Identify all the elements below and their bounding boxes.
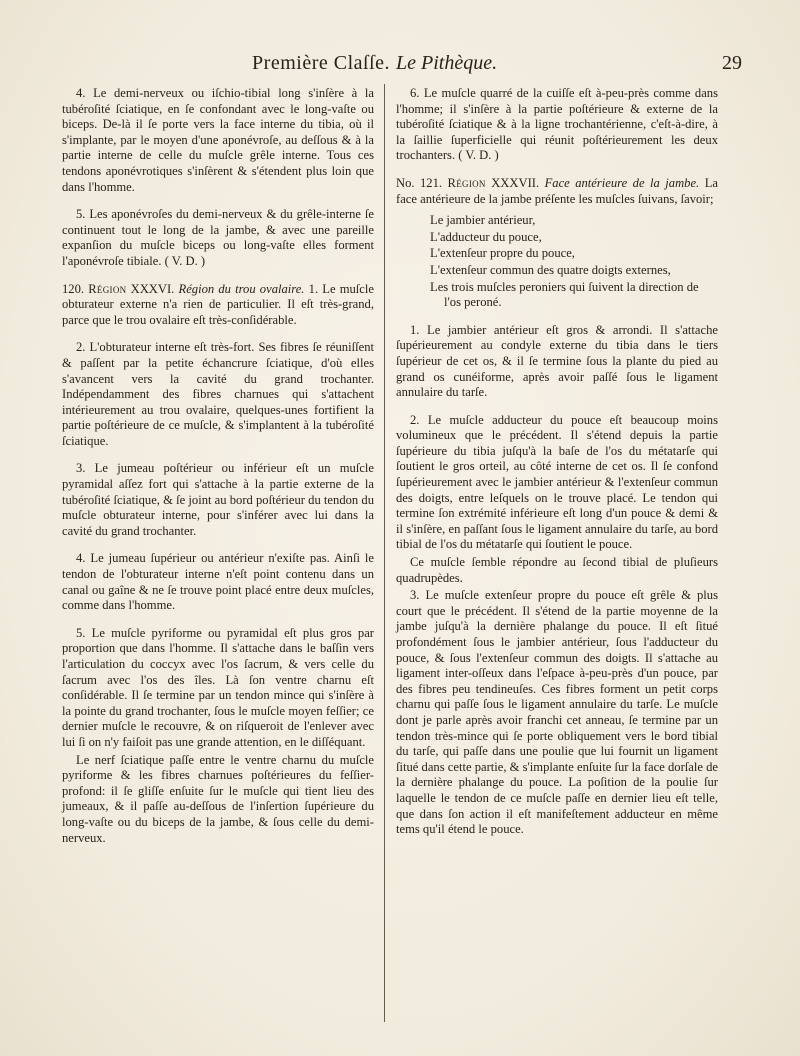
region-36-numeral: XXXVI. xyxy=(130,281,175,296)
paragraph-second-tibial: Ce muſcle ſemble répondre au ſecond tibial de pluſieurs quadrupèdes. xyxy=(396,555,718,585)
region-37-title: Face antérieure de la jambe. xyxy=(544,175,700,190)
region-37-heading xyxy=(396,176,718,207)
list-item: L'extenſeur commun des quatre doigts externes, xyxy=(430,262,671,277)
paragraph-jambier-anterieur: 1. Le jambier antérieur eſt gros & arrondi. Il s'attache ſupérieurement au condyle externe du tibia dans le tiers ſupérieur de cet os, & il ſe termine ſous la plante du pied au grand os cunéiforme, après avoir paſſé ſous le ligament annulaire du tarſe. xyxy=(396,322,718,400)
paragraph-nerf-sciatique: Le nerf ſciatique paſſe entre le ventre charnu du muſcle pyriforme & les fibres charnues poſtérieures du feſſier-profond: il ſe gliſſe enſuite ſur le muſcle qui tient lieu des jumeaux, & il paſſe au-deſſous de l'inſertion ſupérieure du long-vaſte ou du biceps de la jambe, & ſous celle du demi-nerveux. xyxy=(62,752,374,845)
region-37-label: Région xyxy=(447,175,486,190)
paragraph-jumeau-superieur: 4. Le jumeau ſupérieur ou antérieur n'exiſte pas. Ainſi le tendon de l'obturateur interne n'eſt point contenu dans un canal ou gaîne & ne ſe trouve point placé entre deux muſcles, comme dans l'homme. xyxy=(62,551,374,613)
paragraph-obturateur-interne: 2. L'obturateur interne eſt très-fort. Ses fibres ſe réuniſſent & paſſent par la petite échancrure ſciatique, d'où elles s'avancent vers la cavité du grand trochanter. Indépendamment des fibres charnues qui s'attachent intérieurement au trou ovalaire, quelques-unes fortifient la partie poſtérieure de ce muſcle, & s'implantent à la tubéroſité ſciatique. xyxy=(62,340,374,448)
paragraph-aponevroses: 5. Les aponévroſes du demi-nerveux & du grêle-interne ſe continuent tout le long de la jambe, & avec une pareille expanſion du muſcle biceps ou long-vaſte elles forment l'aponévroſe tibiale. ( V. D. ) xyxy=(62,207,374,268)
list-item: Le jambier antérieur, xyxy=(430,213,536,228)
paragraph-demi-nerveux: 4. Le demi-nerveux ou iſchio-tibial long s'inſère à la tubéroſité ſciatique, en ſe confondant avec le long-vaſte ou biceps. De-là il ſe porte vers la face interne du tibia, où il s'implante, par le moyen d'une aponévroſe, au deſſous & à la partie interne de celle du muſcle grêle interne. Tous ces tendons aponévrotiques s'inſèrent & s'étendent plus loin que dans l'homme. xyxy=(62,86,374,194)
paragraph-adducteur-pouce: 2. Le muſcle adducteur du pouce eſt beaucoup moins volumineux que le précédent. Il s'étend depuis la partie ſupérieure du tibia juſqu'à la baſe de l'os du métatarſe qui ſoutient le gros orteil, au côté interne de cet os. Il ſe confond ſupérieurement avec le jambier antérieur & l'extenſeur commun des doigts, entre leſquels on le trouve placé. Le tendon qui termine ſon extrémité inférieure eſt long d'un pouce & demi & il s'inſère, en paſſant ſous le ligament annulaire du tarſe, au bord tibial de l'os du métatarſe qui ſoutient le pouce. xyxy=(396,412,718,552)
page-number: 29 xyxy=(722,52,742,74)
list-item: Les trois muſcles peroniers qui ſuivent la direction de l'os peroné. xyxy=(430,279,699,310)
region-37-text: La face antérieure de la jambe préſente les muſcles ſuivans, ſavoir; xyxy=(396,175,718,206)
paragraph-quarre-cuisse: 6. Le muſcle quarré de la cuiſſe eſt à-peu-près comme dans l'homme; il s'inſère à la partie poſtérieure & externe de la tubéroſité ſciatique & à la ligne trochantérienne, c'eſt-à-dire, à la ſaillie ſuperficielle qui réunit poſtérieurement les deux trochanters. ( V. D. ) xyxy=(396,86,718,163)
column-divider xyxy=(384,84,385,1022)
region-36-heading xyxy=(62,282,374,329)
right-column xyxy=(396,86,718,850)
header-chapter-title: Le Pithèque. xyxy=(396,52,498,74)
muscle-list xyxy=(396,213,718,311)
region-36-text: 1. Le muſcle obturateur externe n'a rien de particulier. Il eſt très-grand, parce que le trou ovalaire eſt très-conſidérable. xyxy=(62,281,374,327)
running-header xyxy=(0,52,800,82)
paragraph-pyriforme: 5. Le muſcle pyriforme ou pyramidal eſt plus gros par proportion que dans l'homme. Il s'attache dans le baſſin vers l'articulation du coccyx avec l'os ſacrum, & vers celle du ſacrum avec l'os des îles. Là ſon ventre charnu eſt conſidérable. Il ſe termine par un tendon mince qui s'inſère à la pointe du grand trochanter, ſous le muſcle moyen feſſier; ce dernier muſcle le recouvre, & on riſqueroit de l'enlever avec lui ſi on n'y faiſoit pas une grande attention, en le diſſéquant. xyxy=(62,625,374,749)
left-column xyxy=(62,86,374,858)
list-item: L'extenſeur propre du pouce, xyxy=(430,246,575,261)
region-37-numeral: XXXVII. xyxy=(491,175,540,190)
list-item: L'adducteur du pouce, xyxy=(430,229,542,244)
region-37-number: No. 121. xyxy=(396,175,443,190)
header-class-title: Première Claſſe. xyxy=(252,52,390,74)
region-36-label: Région xyxy=(88,281,127,296)
region-36-number: 120. xyxy=(62,281,85,296)
paragraph-jumeau-posterieur: 3. Le jumeau poſtérieur ou inférieur eſt un muſcle pyramidal aſſez fort qui s'attache à la partie externe de la tubéroſité ſciatique, & ſe joint au bord poſtérieur du tendon du muſcle obturateur interne, pour s'inférer avec lui dans la cavité du grand trochanter. xyxy=(62,461,374,538)
paragraph-extenseur-pouce: 3. Le muſcle extenſeur propre du pouce eſt grêle & plus court que le précédent. Il s'étend de la partie moyenne de la jambe juſqu'à la dernière phalange du pouce. Il eſt ſitué profondément ſous le jambier antérieur, ſous l'adducteur du pouce, & ſous l'extenſeur commun des doigts. Il s'attache au ligament inter-oſſeux dans l'eſpace à-peu-près d'un pouce, par des fibres peu tendineuſes. Ces fibres forment un petit corps charnu qui paſſe ſous le ligament annulaire du tarſe. Le muſcle dont je parle après avoir franchi cet anneau, ſe termine par un tendon très-mince qui ſe porte obliquement vers le bord tibial du tarſe, qui paſſe dans une poulie que lui fournit un ligament ſitué dans cette partie, & s'implante enſuite ſur la face dorſale de la dernière phalange du pouce. La poſition de la poulie ſur laquelle le tendon de ce muſcle paſſe en dernier lieu eſt telle, que dans ſon action il eſt manifeſtement adducteur en même tems qu'il étend le pouce. xyxy=(396,588,718,837)
region-36-title: Région du trou ovalaire. xyxy=(178,281,305,296)
